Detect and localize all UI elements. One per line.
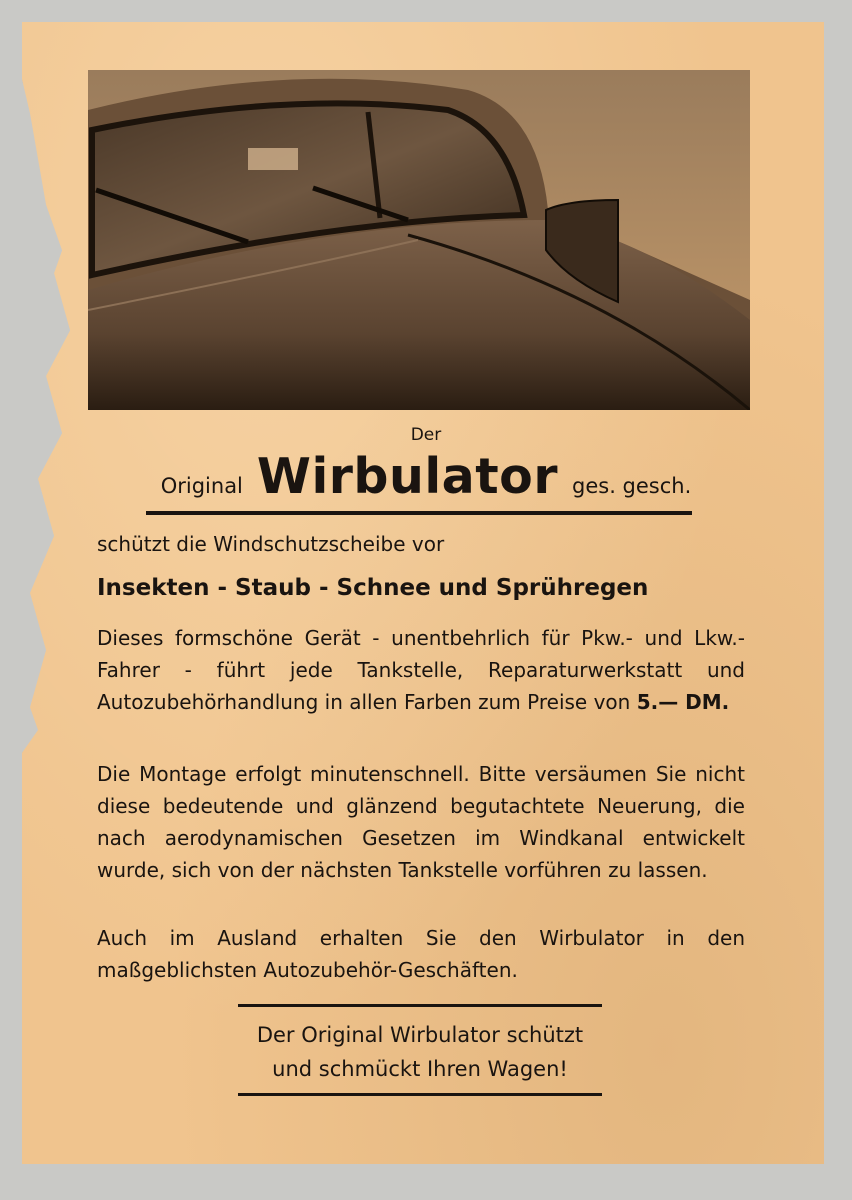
car-photo [88, 70, 750, 410]
title-underline [146, 511, 692, 515]
headline: Insekten - Staub - Schnee und Sprühregen [97, 575, 649, 601]
paragraph-mounting: Die Montage erfolgt minutenschnell. Bitte versäumen Sie nicht diese bedeutende und glänzend begutachtete Neuerung, die nach aerodynamischen Gesetzen im Windkanal entwickelt wurde, sich von der nächsten Tankstelle vorführen zu lassen. [97, 762, 745, 882]
paragraph-availability-text: Dieses formschöne Gerät - unentbehrlich für Pkw.- und Lkw.-Fahrer - führt jede Tankstelle, Reparaturwerkstatt und Autozubehörhandlung in allen Farben zum Preise von [97, 626, 745, 714]
car-windscreen-illustration [88, 70, 750, 410]
slogan-line-2: und schmückt Ihren Wagen! [272, 1057, 568, 1081]
brand-title: Wirbulator [256, 448, 558, 505]
slogan-top-rule [238, 1004, 602, 1007]
slogan-line-1: Der Original Wirbulator schützt [256, 1023, 584, 1047]
der-label: Der [410, 425, 442, 445]
paragraph-abroad: Auch im Ausland erhalten Sie den Wirbulator in den maßgeblichsten Autozubehör-Geschäften. [97, 926, 745, 982]
paragraph-availability [97, 622, 745, 718]
subline: schützt die Windschutzscheibe vor [97, 532, 445, 556]
protected-label: ges. gesch. [572, 474, 692, 498]
price: 5.— DM. [636, 690, 730, 714]
title-row [0, 448, 852, 505]
slogan-box [238, 1018, 602, 1086]
slogan-bottom-rule [238, 1093, 602, 1096]
original-label: Original [160, 474, 243, 498]
